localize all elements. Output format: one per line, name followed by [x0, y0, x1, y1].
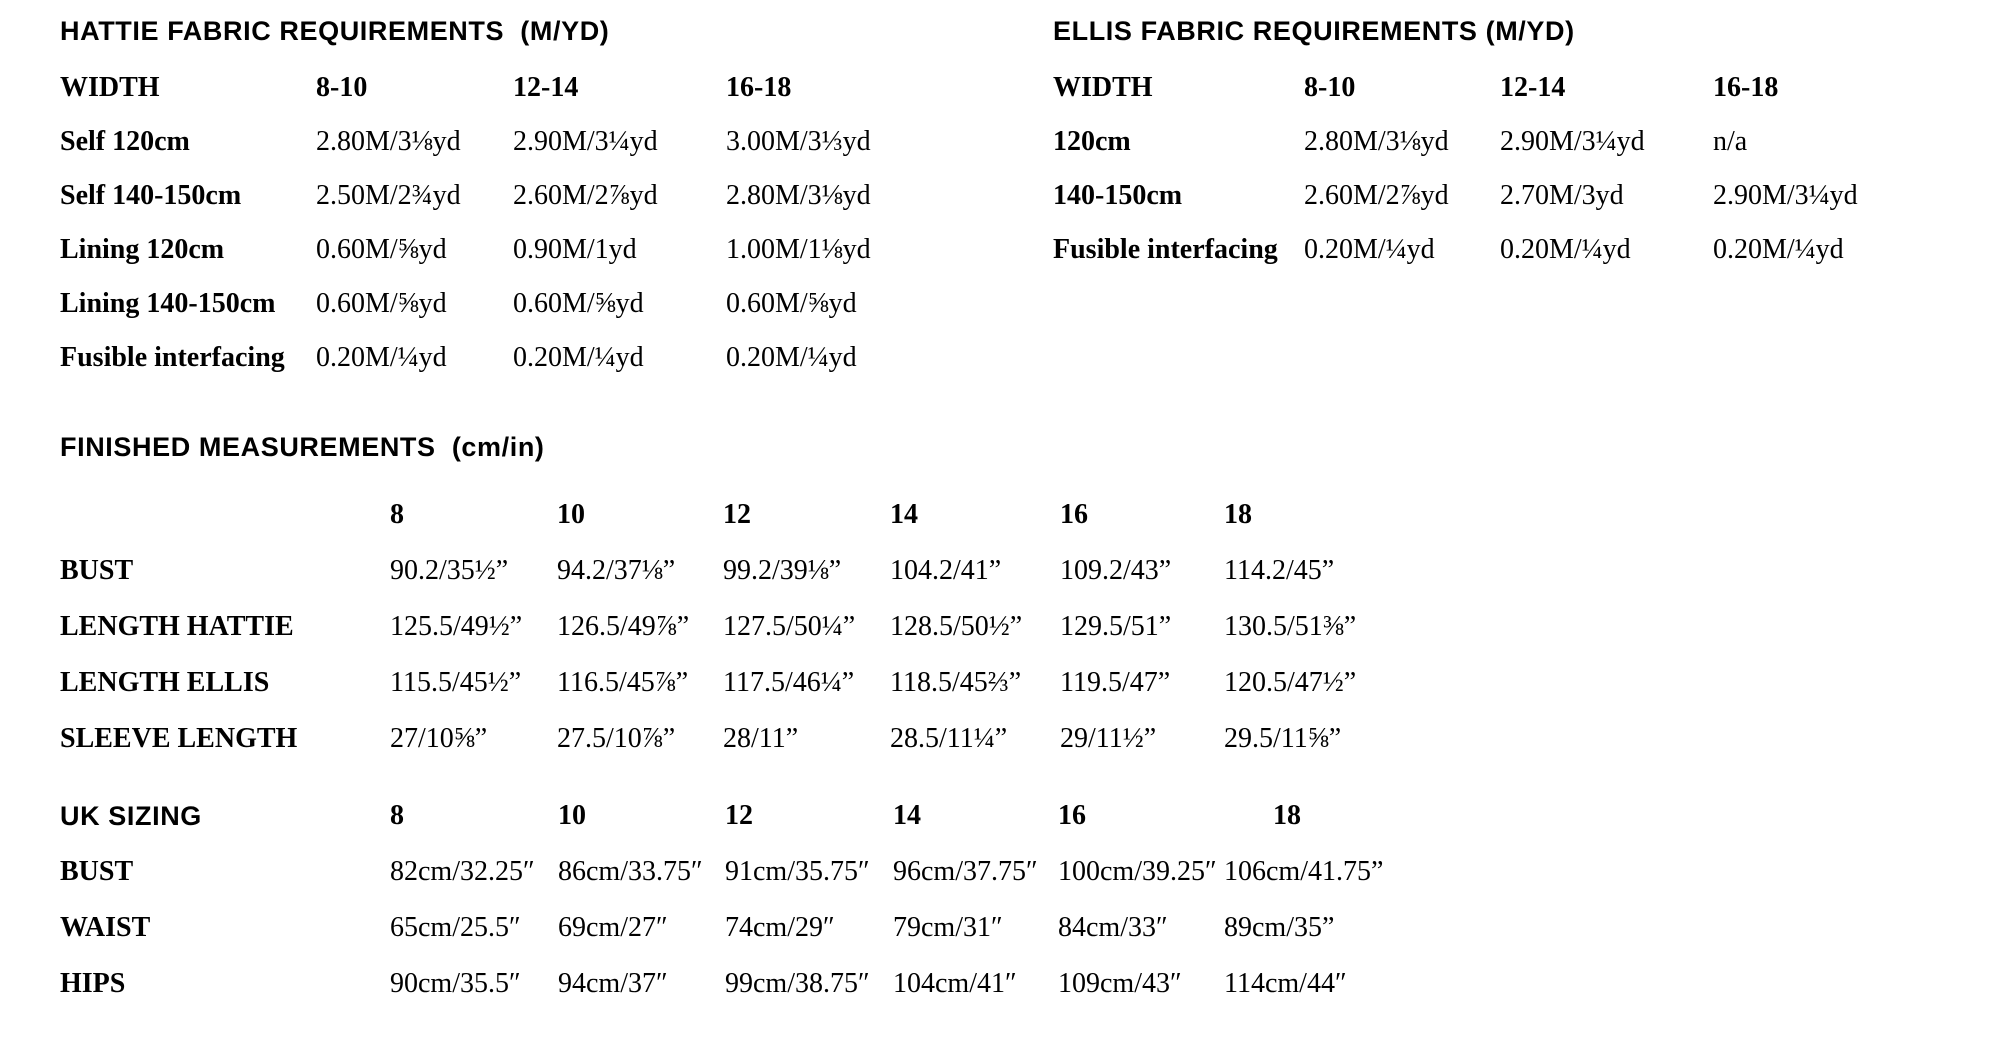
hattie-column-header-8-10: 8-10	[316, 72, 368, 103]
value-cell: 2.80M/3⅛yd	[726, 180, 871, 211]
value-cell: 126.5/49⅞”	[557, 611, 690, 642]
uk-sizing-table	[60, 788, 1424, 1012]
row-label-140-150cm: 140-150cm	[1053, 180, 1183, 211]
hattie-column-header-16-18: 16-18	[726, 72, 792, 103]
size-header-10: 10	[557, 499, 585, 530]
hattie-section-title: HATTIE FABRIC REQUIREMENTS (M/YD)	[60, 16, 610, 46]
size-header-14: 14	[890, 499, 918, 530]
row-label-waist: WAIST	[60, 912, 151, 943]
value-cell: n/a	[1713, 126, 1748, 157]
empty-corner-cell	[60, 487, 390, 543]
row-label-120cm: 120cm	[1053, 126, 1131, 157]
value-cell: 2.60M/2⅞yd	[513, 180, 658, 211]
row-label-lining-120cm: Lining 120cm	[60, 234, 225, 265]
value-cell: 99cm/38.75″	[725, 968, 870, 999]
value-cell: 74cm/29″	[725, 912, 835, 943]
finished-measurements-section	[60, 430, 1424, 767]
size-header-10: 10	[558, 800, 586, 831]
value-cell: 116.5/45⅞”	[557, 667, 689, 698]
ellis-fabric-requirements-section	[1053, 14, 1993, 277]
value-cell: 117.5/46¼”	[723, 667, 855, 698]
value-cell: 104.2/41”	[890, 555, 1002, 586]
value-cell: 0.20M/¼yd	[513, 342, 644, 373]
value-cell: 119.5/47”	[1060, 667, 1171, 698]
row-label-sleeve-length: SLEEVE LENGTH	[60, 723, 298, 754]
value-cell: 69cm/27″	[558, 912, 668, 943]
size-header-18: 18	[1224, 499, 1252, 530]
ellis-column-header-width: WIDTH	[1053, 72, 1153, 103]
hattie-column-header-12-14: 12-14	[513, 72, 579, 103]
value-cell: 104cm/41″	[893, 968, 1017, 999]
value-cell: 29.5/11⅝”	[1224, 723, 1342, 754]
value-cell: 0.60M/⅝yd	[316, 234, 447, 265]
value-cell: 3.00M/3⅓yd	[726, 126, 871, 157]
value-cell: 127.5/50¼”	[723, 611, 856, 642]
value-cell: 125.5/49½”	[390, 611, 523, 642]
value-cell: 0.90M/1yd	[513, 234, 637, 265]
row-label-fusible-interfacing: Fusible interfacing	[1053, 234, 1278, 265]
hattie-fabric-table	[60, 61, 986, 385]
value-cell: 99.2/39⅛”	[723, 555, 842, 586]
value-cell: 2.70M/3yd	[1500, 180, 1624, 211]
value-cell: 0.20M/¼yd	[726, 342, 857, 373]
value-cell: 100cm/39.25″	[1058, 856, 1217, 887]
value-cell: 0.60M/⅝yd	[513, 288, 644, 319]
value-cell: 94.2/37⅛”	[557, 555, 676, 586]
value-cell: 0.20M/¼yd	[1304, 234, 1435, 265]
row-label-bust: BUST	[60, 856, 134, 887]
value-cell: 2.50M/2¾yd	[316, 180, 461, 211]
value-cell: 114.2/45”	[1224, 555, 1335, 586]
value-cell: 118.5/45⅔”	[890, 667, 1022, 698]
value-cell: 120.5/47½”	[1224, 667, 1357, 698]
row-label-lining-140-150cm: Lining 140-150cm	[60, 288, 276, 319]
value-cell: 2.60M/2⅞yd	[1304, 180, 1449, 211]
value-cell: 0.20M/¼yd	[316, 342, 447, 373]
value-cell: 0.20M/¼yd	[1500, 234, 1631, 265]
value-cell: 79cm/31″	[893, 912, 1003, 943]
value-cell: 90.2/35½”	[390, 555, 509, 586]
ellis-fabric-table	[1053, 61, 1993, 277]
uk-sizing-title: UK SIZING	[60, 800, 202, 831]
size-header-18: 18	[1273, 800, 1301, 831]
value-cell: 28.5/11¼”	[890, 723, 1008, 754]
value-cell: 2.80M/3⅛yd	[1304, 126, 1449, 157]
size-header-8: 8	[390, 499, 404, 530]
value-cell: 91cm/35.75″	[725, 856, 870, 887]
value-cell: 128.5/50½”	[890, 611, 1023, 642]
value-cell: 86cm/33.75″	[558, 856, 703, 887]
ellis-section-title: ELLIS FABRIC REQUIREMENTS (M/YD)	[1053, 16, 1575, 46]
value-cell: 130.5/51⅜”	[1224, 611, 1357, 642]
ellis-column-header-16-18: 16-18	[1713, 72, 1779, 103]
row-label-hips: HIPS	[60, 968, 126, 999]
value-cell: 115.5/45½”	[390, 667, 522, 698]
size-header-12: 12	[723, 499, 751, 530]
value-cell: 114cm/44″	[1224, 968, 1347, 999]
value-cell: 2.90M/3¼yd	[513, 126, 658, 157]
size-header-16: 16	[1058, 800, 1086, 831]
value-cell: 2.90M/3¼yd	[1713, 180, 1858, 211]
value-cell: 82cm/32.25″	[390, 856, 535, 887]
value-cell: 109cm/43″	[1058, 968, 1182, 999]
value-cell: 89cm/35”	[1224, 912, 1335, 943]
value-cell: 0.20M/¼yd	[1713, 234, 1844, 265]
value-cell: 106cm/41.75”	[1224, 856, 1384, 887]
value-cell: 27.5/10⅞”	[557, 723, 676, 754]
size-header-14: 14	[893, 800, 921, 831]
row-label-length-ellis: LENGTH ELLIS	[60, 667, 270, 698]
size-header-12: 12	[725, 800, 753, 831]
row-label-fusible-interfacing: Fusible interfacing	[60, 342, 285, 373]
value-cell: 29/11½”	[1060, 723, 1157, 754]
hattie-column-header-width: WIDTH	[60, 72, 160, 103]
row-label-bust: BUST	[60, 555, 134, 586]
value-cell: 0.60M/⅝yd	[316, 288, 447, 319]
row-label-self-140-150cm: Self 140-150cm	[60, 180, 242, 211]
row-label-self-120cm: Self 120cm	[60, 126, 190, 157]
size-header-16: 16	[1060, 499, 1088, 530]
value-cell: 90cm/35.5″	[390, 968, 521, 999]
value-cell: 65cm/25.5″	[390, 912, 521, 943]
value-cell: 2.80M/3⅛yd	[316, 126, 461, 157]
value-cell: 27/10⅝”	[390, 723, 488, 754]
row-label-length-hattie: LENGTH HATTIE	[60, 611, 294, 642]
ellis-column-header-12-14: 12-14	[1500, 72, 1566, 103]
size-header-8: 8	[390, 800, 404, 831]
finished-measurements-table	[60, 487, 1424, 767]
value-cell: 0.60M/⅝yd	[726, 288, 857, 319]
value-cell: 94cm/37″	[558, 968, 668, 999]
value-cell: 28/11”	[723, 723, 799, 754]
finished-measurements-title: FINISHED MEASUREMENTS (cm/in)	[60, 432, 545, 462]
value-cell: 109.2/43”	[1060, 555, 1172, 586]
value-cell: 2.90M/3¼yd	[1500, 126, 1645, 157]
uk-sizing-section	[60, 788, 1424, 1012]
value-cell: 129.5/51”	[1060, 611, 1172, 642]
value-cell: 1.00M/1⅛yd	[726, 234, 871, 265]
ellis-column-header-8-10: 8-10	[1304, 72, 1356, 103]
value-cell: 84cm/33″	[1058, 912, 1168, 943]
hattie-fabric-requirements-section	[60, 14, 986, 385]
value-cell: 96cm/37.75″	[893, 856, 1038, 887]
